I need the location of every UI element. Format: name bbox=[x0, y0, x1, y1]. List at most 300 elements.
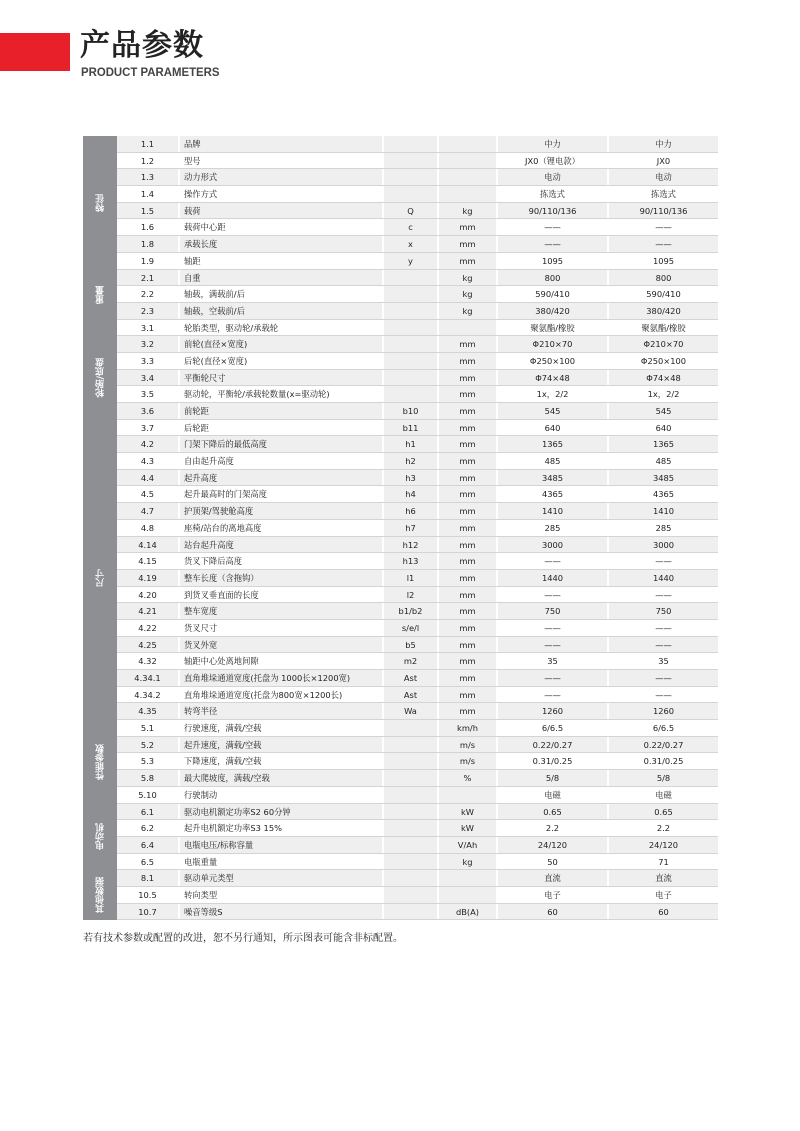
value-model-2: 60 bbox=[607, 904, 718, 920]
value-model-1: —— bbox=[496, 620, 607, 636]
table-row bbox=[117, 570, 718, 587]
param-unit: mm bbox=[437, 219, 496, 235]
value-model-2: 6/6.5 bbox=[607, 720, 718, 736]
param-code: 4.4 bbox=[117, 470, 178, 486]
value-model-2: 1095 bbox=[607, 253, 718, 269]
value-model-2: JX0 bbox=[607, 153, 718, 169]
value-model-2: 90/110/136 bbox=[607, 203, 718, 219]
param-symbol: s/e/l bbox=[382, 620, 437, 636]
param-name: 品牌 bbox=[178, 136, 382, 152]
page-subtitle: PRODUCT PARAMETERS bbox=[81, 65, 220, 79]
param-name: 货叉外宽 bbox=[178, 637, 382, 653]
value-model-1: 0.22/0.27 bbox=[496, 737, 607, 753]
param-unit: kg bbox=[437, 203, 496, 219]
value-model-1: Φ210×70 bbox=[496, 336, 607, 352]
value-model-1: 545 bbox=[496, 403, 607, 419]
value-model-2: 电子 bbox=[607, 887, 718, 903]
param-name: 起升电机额定功率S3 15% bbox=[178, 820, 382, 836]
table-row bbox=[117, 637, 718, 654]
param-unit: mm bbox=[437, 453, 496, 469]
param-name: 座椅/站台的离地高度 bbox=[178, 520, 382, 536]
param-unit bbox=[437, 169, 496, 185]
param-unit: mm bbox=[437, 687, 496, 703]
param-unit: mm bbox=[437, 436, 496, 452]
value-model-1: 电磁 bbox=[496, 787, 607, 803]
value-model-1: 0.31/0.25 bbox=[496, 753, 607, 769]
param-symbol bbox=[382, 870, 437, 886]
table-row bbox=[117, 687, 718, 704]
param-code: 1.5 bbox=[117, 203, 178, 219]
param-unit: kW bbox=[437, 820, 496, 836]
value-model-2: 545 bbox=[607, 403, 718, 419]
section-label-text: 重量 bbox=[95, 285, 106, 304]
param-code: 3.6 bbox=[117, 403, 178, 419]
table-row bbox=[117, 520, 718, 537]
param-code: 4.5 bbox=[117, 486, 178, 502]
param-code: 3.1 bbox=[117, 320, 178, 336]
param-symbol bbox=[382, 770, 437, 786]
param-name: 最大爬坡度，满载/空载 bbox=[178, 770, 382, 786]
param-name: 货叉尺寸 bbox=[178, 620, 382, 636]
section-label-text: 电动机 bbox=[95, 823, 106, 851]
param-symbol bbox=[382, 820, 437, 836]
param-unit: m/s bbox=[437, 737, 496, 753]
param-code: 4.35 bbox=[117, 703, 178, 719]
param-unit: mm bbox=[437, 236, 496, 252]
param-symbol bbox=[382, 303, 437, 319]
param-unit bbox=[437, 136, 496, 152]
section-label bbox=[83, 136, 117, 270]
section-label bbox=[83, 720, 117, 803]
param-name: 型号 bbox=[178, 153, 382, 169]
param-name: 起升最高时的门架高度 bbox=[178, 486, 382, 502]
param-unit: mm bbox=[437, 486, 496, 502]
param-unit: mm bbox=[437, 703, 496, 719]
param-name: 直角堆垛通道宽度(托盘为 1000长×1200宽) bbox=[178, 670, 382, 686]
value-model-1: 1365 bbox=[496, 436, 607, 452]
param-code: 4.19 bbox=[117, 570, 178, 586]
value-model-1: 直流 bbox=[496, 870, 607, 886]
param-name: 轮胎类型，驱动轮/承载轮 bbox=[178, 320, 382, 336]
param-name: 噪音等级S bbox=[178, 904, 382, 920]
param-name: 转向类型 bbox=[178, 887, 382, 903]
param-symbol: h3 bbox=[382, 470, 437, 486]
table-row bbox=[117, 904, 718, 921]
param-name: 轴距中心处离地间隙 bbox=[178, 653, 382, 669]
param-name: 平衡轮尺寸 bbox=[178, 370, 382, 386]
value-model-1: —— bbox=[496, 637, 607, 653]
value-model-1: 380/420 bbox=[496, 303, 607, 319]
value-model-2: 1440 bbox=[607, 570, 718, 586]
param-name: 操作方式 bbox=[178, 186, 382, 202]
table-row bbox=[117, 603, 718, 620]
value-model-2: 590/410 bbox=[607, 286, 718, 302]
param-code: 4.20 bbox=[117, 587, 178, 603]
table-row bbox=[117, 336, 718, 353]
param-symbol: l1 bbox=[382, 570, 437, 586]
param-name: 电瓶电压/标称容量 bbox=[178, 837, 382, 853]
param-unit: dB(A) bbox=[437, 904, 496, 920]
table-row bbox=[117, 186, 718, 203]
param-code: 6.5 bbox=[117, 854, 178, 870]
table-row bbox=[117, 320, 718, 337]
table-row bbox=[117, 587, 718, 604]
param-name: 前轮(直径×宽度) bbox=[178, 336, 382, 352]
table-row bbox=[117, 253, 718, 270]
param-name: 承载长度 bbox=[178, 236, 382, 252]
param-symbol: Q bbox=[382, 203, 437, 219]
value-model-1: 60 bbox=[496, 904, 607, 920]
table-row bbox=[117, 870, 718, 887]
param-unit: mm bbox=[437, 587, 496, 603]
value-model-1: 1095 bbox=[496, 253, 607, 269]
param-unit: mm bbox=[437, 637, 496, 653]
param-unit: mm bbox=[437, 537, 496, 553]
param-code: 3.7 bbox=[117, 420, 178, 436]
param-code: 1.9 bbox=[117, 253, 178, 269]
section-5 bbox=[83, 804, 718, 871]
param-unit bbox=[437, 186, 496, 202]
table-row bbox=[117, 420, 718, 437]
param-symbol bbox=[382, 136, 437, 152]
param-code: 10.5 bbox=[117, 887, 178, 903]
param-symbol bbox=[382, 186, 437, 202]
param-symbol bbox=[382, 153, 437, 169]
section-label-text: 性能参数 bbox=[95, 743, 106, 780]
param-code: 6.4 bbox=[117, 837, 178, 853]
value-model-2: 1x，2/2 bbox=[607, 386, 718, 402]
section-label-text: 其他数据 bbox=[95, 877, 106, 914]
table-row bbox=[117, 169, 718, 186]
value-model-2: —— bbox=[607, 219, 718, 235]
value-model-2: 聚氨酯/橡胶 bbox=[607, 320, 718, 336]
param-unit: kW bbox=[437, 804, 496, 820]
section-2 bbox=[83, 320, 718, 437]
value-model-2: 1365 bbox=[607, 436, 718, 452]
value-model-1: 1x，2/2 bbox=[496, 386, 607, 402]
value-model-2: 750 bbox=[607, 603, 718, 619]
param-name: 驱动电机额定功率S2 60分钟 bbox=[178, 804, 382, 820]
param-name: 后轮距 bbox=[178, 420, 382, 436]
section-label bbox=[83, 320, 117, 437]
value-model-2: Φ250×100 bbox=[607, 353, 718, 369]
table-row bbox=[117, 136, 718, 153]
table-row bbox=[117, 453, 718, 470]
param-symbol: c bbox=[382, 219, 437, 235]
param-code: 4.8 bbox=[117, 520, 178, 536]
param-code: 3.3 bbox=[117, 353, 178, 369]
value-model-1: 电动 bbox=[496, 169, 607, 185]
table-row bbox=[117, 820, 718, 837]
param-code: 2.1 bbox=[117, 270, 178, 286]
value-model-2: 285 bbox=[607, 520, 718, 536]
param-unit: km/h bbox=[437, 720, 496, 736]
param-name: 轴载，满载前/后 bbox=[178, 286, 382, 302]
value-model-2: —— bbox=[607, 587, 718, 603]
param-code: 5.1 bbox=[117, 720, 178, 736]
value-model-1: 1410 bbox=[496, 503, 607, 519]
value-model-2: 0.31/0.25 bbox=[607, 753, 718, 769]
value-model-1: 3485 bbox=[496, 470, 607, 486]
param-symbol bbox=[382, 787, 437, 803]
value-model-2: 电动 bbox=[607, 169, 718, 185]
param-unit: mm bbox=[437, 503, 496, 519]
param-name: 站台起升高度 bbox=[178, 537, 382, 553]
table-row bbox=[117, 219, 718, 236]
param-symbol bbox=[382, 753, 437, 769]
table-row bbox=[117, 804, 718, 821]
value-model-2: 380/420 bbox=[607, 303, 718, 319]
value-model-1: 中力 bbox=[496, 136, 607, 152]
value-model-2: Φ210×70 bbox=[607, 336, 718, 352]
param-name: 轴距 bbox=[178, 253, 382, 269]
value-model-2: Φ74×48 bbox=[607, 370, 718, 386]
value-model-2: —— bbox=[607, 687, 718, 703]
param-name: 动力形式 bbox=[178, 169, 382, 185]
param-name: 驱动轮，平衡轮/承载轮数量(x=驱动轮) bbox=[178, 386, 382, 402]
param-unit: kg bbox=[437, 286, 496, 302]
param-unit: m/s bbox=[437, 753, 496, 769]
value-model-2: 直流 bbox=[607, 870, 718, 886]
param-symbol: h13 bbox=[382, 553, 437, 569]
value-model-1: JX0（锂电款） bbox=[496, 153, 607, 169]
table-row bbox=[117, 353, 718, 370]
table-row bbox=[117, 403, 718, 420]
value-model-2: 3000 bbox=[607, 537, 718, 553]
param-unit: mm bbox=[437, 553, 496, 569]
value-model-2: 0.65 bbox=[607, 804, 718, 820]
param-unit: mm bbox=[437, 570, 496, 586]
value-model-2: —— bbox=[607, 620, 718, 636]
param-unit bbox=[437, 870, 496, 886]
param-name: 自由起升高度 bbox=[178, 453, 382, 469]
value-model-1: —— bbox=[496, 670, 607, 686]
param-code: 2.3 bbox=[117, 303, 178, 319]
table-row bbox=[117, 270, 718, 287]
param-unit: kg bbox=[437, 303, 496, 319]
param-code: 5.10 bbox=[117, 787, 178, 803]
section-3 bbox=[83, 436, 718, 720]
param-unit: mm bbox=[437, 420, 496, 436]
value-model-2: 1260 bbox=[607, 703, 718, 719]
value-model-1: 6/6.5 bbox=[496, 720, 607, 736]
value-model-1: 590/410 bbox=[496, 286, 607, 302]
value-model-2: 1410 bbox=[607, 503, 718, 519]
param-symbol: h1 bbox=[382, 436, 437, 452]
value-model-2: 800 bbox=[607, 270, 718, 286]
table-row bbox=[117, 370, 718, 387]
table-row bbox=[117, 837, 718, 854]
param-symbol bbox=[382, 737, 437, 753]
param-code: 4.32 bbox=[117, 653, 178, 669]
param-code: 5.8 bbox=[117, 770, 178, 786]
param-symbol bbox=[382, 320, 437, 336]
section-label bbox=[83, 270, 117, 320]
param-code: 1.1 bbox=[117, 136, 178, 152]
param-symbol: h6 bbox=[382, 503, 437, 519]
value-model-1: —— bbox=[496, 236, 607, 252]
section-1 bbox=[83, 270, 718, 320]
param-name: 到货叉垂直面的长度 bbox=[178, 587, 382, 603]
param-symbol bbox=[382, 854, 437, 870]
table-row bbox=[117, 753, 718, 770]
param-symbol: h4 bbox=[382, 486, 437, 502]
header-accent-bar bbox=[0, 33, 70, 71]
param-symbol: x bbox=[382, 236, 437, 252]
value-model-2: —— bbox=[607, 637, 718, 653]
value-model-2: 640 bbox=[607, 420, 718, 436]
value-model-1: 800 bbox=[496, 270, 607, 286]
value-model-2: 2.2 bbox=[607, 820, 718, 836]
param-symbol: Ast bbox=[382, 670, 437, 686]
table-row bbox=[117, 737, 718, 754]
table-row bbox=[117, 386, 718, 403]
table-row bbox=[117, 436, 718, 453]
param-symbol bbox=[382, 904, 437, 920]
param-symbol: b5 bbox=[382, 637, 437, 653]
value-model-2: —— bbox=[607, 236, 718, 252]
param-name: 自重 bbox=[178, 270, 382, 286]
param-unit: mm bbox=[437, 336, 496, 352]
param-symbol: h7 bbox=[382, 520, 437, 536]
param-symbol: b10 bbox=[382, 403, 437, 419]
value-model-1: —— bbox=[496, 587, 607, 603]
param-code: 3.2 bbox=[117, 336, 178, 352]
table-row bbox=[117, 303, 718, 320]
value-model-1: 640 bbox=[496, 420, 607, 436]
param-code: 8.1 bbox=[117, 870, 178, 886]
value-model-2: 拣选式 bbox=[607, 186, 718, 202]
param-unit: % bbox=[437, 770, 496, 786]
param-unit: V/Ah bbox=[437, 837, 496, 853]
table-row bbox=[117, 670, 718, 687]
param-symbol: Ast bbox=[382, 687, 437, 703]
section-label-text: 尺寸 bbox=[95, 569, 106, 588]
param-code: 3.4 bbox=[117, 370, 178, 386]
param-symbol bbox=[382, 353, 437, 369]
param-code: 3.5 bbox=[117, 386, 178, 402]
param-code: 1.8 bbox=[117, 236, 178, 252]
param-symbol: Wa bbox=[382, 703, 437, 719]
value-model-1: 聚氨酯/橡胶 bbox=[496, 320, 607, 336]
param-symbol: h2 bbox=[382, 453, 437, 469]
param-code: 6.2 bbox=[117, 820, 178, 836]
param-code: 1.4 bbox=[117, 186, 178, 202]
param-unit bbox=[437, 320, 496, 336]
table-row bbox=[117, 537, 718, 554]
param-symbol bbox=[382, 336, 437, 352]
value-model-1: 750 bbox=[496, 603, 607, 619]
value-model-1: 4365 bbox=[496, 486, 607, 502]
value-model-1: 50 bbox=[496, 854, 607, 870]
table-row bbox=[117, 770, 718, 787]
param-name: 载荷中心距 bbox=[178, 219, 382, 235]
param-symbol bbox=[382, 169, 437, 185]
value-model-2: 电磁 bbox=[607, 787, 718, 803]
param-name: 整车宽度 bbox=[178, 603, 382, 619]
param-code: 4.7 bbox=[117, 503, 178, 519]
value-model-1: 285 bbox=[496, 520, 607, 536]
value-model-1: 2.2 bbox=[496, 820, 607, 836]
table-row bbox=[117, 854, 718, 871]
param-symbol: y bbox=[382, 253, 437, 269]
value-model-1: Φ74×48 bbox=[496, 370, 607, 386]
param-symbol: b11 bbox=[382, 420, 437, 436]
param-code: 10.7 bbox=[117, 904, 178, 920]
param-code: 4.2 bbox=[117, 436, 178, 452]
footnote: 若有技术参数或配置的改进，恕不另行通知，所示图表可能含非标配置。 bbox=[83, 933, 403, 944]
param-code: 4.25 bbox=[117, 637, 178, 653]
param-unit: mm bbox=[437, 386, 496, 402]
value-model-1: —— bbox=[496, 553, 607, 569]
value-model-1: 3000 bbox=[496, 537, 607, 553]
param-name: 转弯半径 bbox=[178, 703, 382, 719]
table-row bbox=[117, 620, 718, 637]
table-row bbox=[117, 787, 718, 804]
param-name: 货叉下降后高度 bbox=[178, 553, 382, 569]
param-symbol: h12 bbox=[382, 537, 437, 553]
param-code: 5.2 bbox=[117, 737, 178, 753]
param-code: 6.1 bbox=[117, 804, 178, 820]
value-model-1: 90/110/136 bbox=[496, 203, 607, 219]
value-model-2: 3485 bbox=[607, 470, 718, 486]
param-code: 5.3 bbox=[117, 753, 178, 769]
param-name: 前轮距 bbox=[178, 403, 382, 419]
table-row bbox=[117, 486, 718, 503]
table-row bbox=[117, 653, 718, 670]
param-symbol bbox=[382, 804, 437, 820]
param-name: 直角堆垛通道宽度(托盘为800宽×1200长) bbox=[178, 687, 382, 703]
section-0 bbox=[83, 136, 718, 270]
value-model-1: 24/120 bbox=[496, 837, 607, 853]
param-name: 行驶速度，满载/空载 bbox=[178, 720, 382, 736]
param-symbol bbox=[382, 887, 437, 903]
param-symbol: l2 bbox=[382, 587, 437, 603]
value-model-1: 35 bbox=[496, 653, 607, 669]
table-row bbox=[117, 703, 718, 720]
param-name: 起升速度，满载/空载 bbox=[178, 737, 382, 753]
param-unit: mm bbox=[437, 670, 496, 686]
param-code: 2.2 bbox=[117, 286, 178, 302]
section-4 bbox=[83, 720, 718, 803]
param-unit: mm bbox=[437, 403, 496, 419]
param-unit: mm bbox=[437, 470, 496, 486]
param-name: 下降速度，满载/空载 bbox=[178, 753, 382, 769]
value-model-2: 4365 bbox=[607, 486, 718, 502]
param-code: 1.3 bbox=[117, 169, 178, 185]
param-name: 电瓶重量 bbox=[178, 854, 382, 870]
param-symbol bbox=[382, 837, 437, 853]
param-unit: mm bbox=[437, 253, 496, 269]
param-symbol: m2 bbox=[382, 653, 437, 669]
param-unit: mm bbox=[437, 653, 496, 669]
param-name: 后轮(直径×宽度) bbox=[178, 353, 382, 369]
value-model-2: 中力 bbox=[607, 136, 718, 152]
section-label-text: 特征 bbox=[95, 193, 106, 212]
param-unit: mm bbox=[437, 603, 496, 619]
value-model-1: 1260 bbox=[496, 703, 607, 719]
table-row bbox=[117, 470, 718, 487]
table-row bbox=[117, 286, 718, 303]
param-unit bbox=[437, 153, 496, 169]
value-model-1: —— bbox=[496, 219, 607, 235]
table-row bbox=[117, 236, 718, 253]
section-6 bbox=[83, 870, 718, 920]
param-name: 驱动单元类型 bbox=[178, 870, 382, 886]
param-code: 4.3 bbox=[117, 453, 178, 469]
section-label bbox=[83, 436, 117, 720]
param-unit: mm bbox=[437, 353, 496, 369]
